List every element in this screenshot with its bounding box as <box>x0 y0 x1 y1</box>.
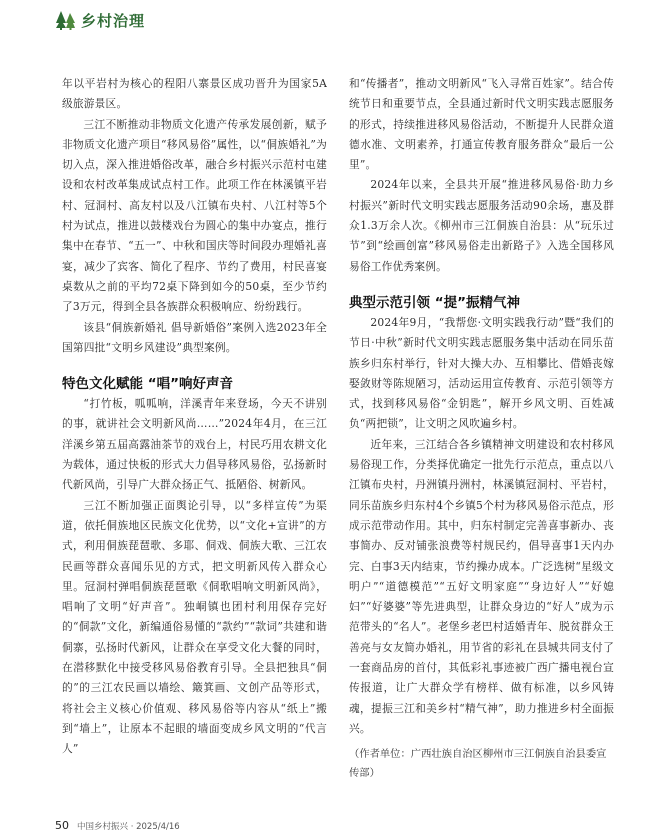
page-number: 50 <box>55 819 69 832</box>
section-title: 乡村治理 <box>81 11 146 30</box>
paragraph: “打竹板，呱呱响，洋溪青年来登场，今天不讲别的事，就讲社会文明新风尚……”2024年4月，在三江洋溪乡第五届高露油茶节的戏台上，村民巧用农耕文化为载体，通过快板的形式大力倡导移风易俗，弘扬新时代新风尚，引导广大群众扬正气、抵陋俗、树新风。 <box>62 397 327 492</box>
author-affiliation: （作者单位：广西壮族自治区柳州市三江侗族自治县委宣传部） <box>349 748 607 780</box>
paragraph: 2024年9月，“我帮您·文明实践我行动”暨“我们的节日·中秋”新时代文明实践志愿服务集中活动在同乐苗族乡归东村举行，针对大操大办、互相攀比、借婚丧嫁娶敛财等陈规陋习，活动运用宣传教育、示范引领等方式，找到移风易俗“金钥匙”，解开乡风文明、百姓减负“两把锁”，让文明之风吹遍乡村。 <box>349 315 614 431</box>
section-heading: 典型示范引领 “提”振精气神 <box>349 294 520 311</box>
magazine-issue: 中国乡村振兴 · 2025/4/16 <box>77 822 180 832</box>
paragraph: 2024年以来，全县共开展“推进移风易俗·助力乡村振兴”新时代文明实践志愿服务活动90余场，惠及群众1.3万余人次。《柳州市三江侗族自治县：从“玩乐过节”到“绘画创富”移风易俗走出新路子》入选全国移风易俗工作优秀案例。 <box>349 178 614 273</box>
left-column <box>62 74 327 760</box>
paragraph: 三江不断加强正面舆论引导，以“多样宣传”为渠道，依托侗族地区民族文化优势，以“文化+宣讲”的方式，利用侗族琵琶歌、多耶、侗戏、侗族大歌、三江农民画等群众喜闻乐见的方式，把文明新风传入群众心里。冠洞村弹唱侗族琵琶歌《侗歌唱响文明新风尚》，唱响了文明“好声音”。独峒镇也团村利用保存完好的“侗款”文化，新编通俗易懂的“款约”“款词”共建和谐侗寨，弘扬时代新风，让群众在享受文化大餐的同时，在潜移默化中接受移风易俗教育引导。全县把独具“侗的”的三江农民画以墙绘、簸箕画、文创产品等形式，将社会主义核心价值观、移风易俗等内容从“纸上”搬到“墙上”，让原本不起眼的墙面变成乡风文明的“代言人” <box>62 498 327 756</box>
right-column <box>349 74 614 783</box>
page-footer <box>55 819 180 832</box>
page-header <box>55 8 145 32</box>
paragraph: 年以平岩村为核心的程阳八寨景区成功晋升为国家5A级旅游景区。 <box>62 77 327 111</box>
paragraph: 该县“侗族新婚礼 倡导新婚俗”案例入选2023年全国第四批“文明乡风建设”典型案例。 <box>62 320 327 354</box>
section-heading: 特色文化赋能 “唱”响好声音 <box>62 376 233 393</box>
tree-icon <box>55 10 77 30</box>
paragraph: 三江不断推动非物质文化遗产传承发展创新，赋予非物质文化遗产项目“移风易俗”属性，以“侗族婚礼”为切入点，深入推进婚俗改革，融合乡村振兴示范村屯建设和农村改革集成试点村工作。此项工作在林溪镇平岩村、冠洞村、高友村以及八江镇布央村、八江村等5个村为试点，推进以鼓楼戏台为圆心的集中办宴点，推行集中在春节、“五一”、中秋和国庆等时间段办理婚礼喜宴，减少了宾客、简化了程序、节约了费用，村民喜宴桌数从之前的平均72桌下降到如今的50桌，至少节约了3万元，得到全县各族群众积极响应、纷纷践行。 <box>62 117 327 314</box>
paragraph: 和“传播者”，推动文明新风“飞入寻常百姓家”。结合传统节日和重要节点，全县通过新时代文明实践志愿服务的形式，持续推进移风易俗活动，不断提升人民群众道德水准、文明素养，打通宣传教育服务群众“最后一公里”。 <box>349 77 614 172</box>
paragraph: 近年来，三江结合各乡镇精神文明建设和农村移风易俗现工作，分类择优确定一批先行示范点，重点以八江镇布央村，丹洲镇丹洲村，林溪镇冠洞村、平岩村，同乐苗族乡归东村4个乡镇5个村为移风易俗示范点，形成示范带动作用。其中，归东村制定完善喜事新办、丧事简办、反对铺张浪费等村规民约，倡导喜事1天内办完、白事3天内结束，节约操办成本。广泛选树“星级文明户”“道德模范”“五好文明家庭”“身边好人”“好媳妇”“好婆婆”等先进典型，让群众身边的“好人”成为示范带头的“名人”。老堡乡老巴村适婚青年、脱贫群众王善亮与女友简办婚礼，用节省的彩礼在县城共同支付了一套商品房的首付，其低彩礼事迹被广西广播电视台宣传报道，让广大群众学有榜样、做有标准，以乡风铸魂，提振三江和美乡村“精气神”，助力推进乡村全面振兴。 <box>349 437 614 735</box>
